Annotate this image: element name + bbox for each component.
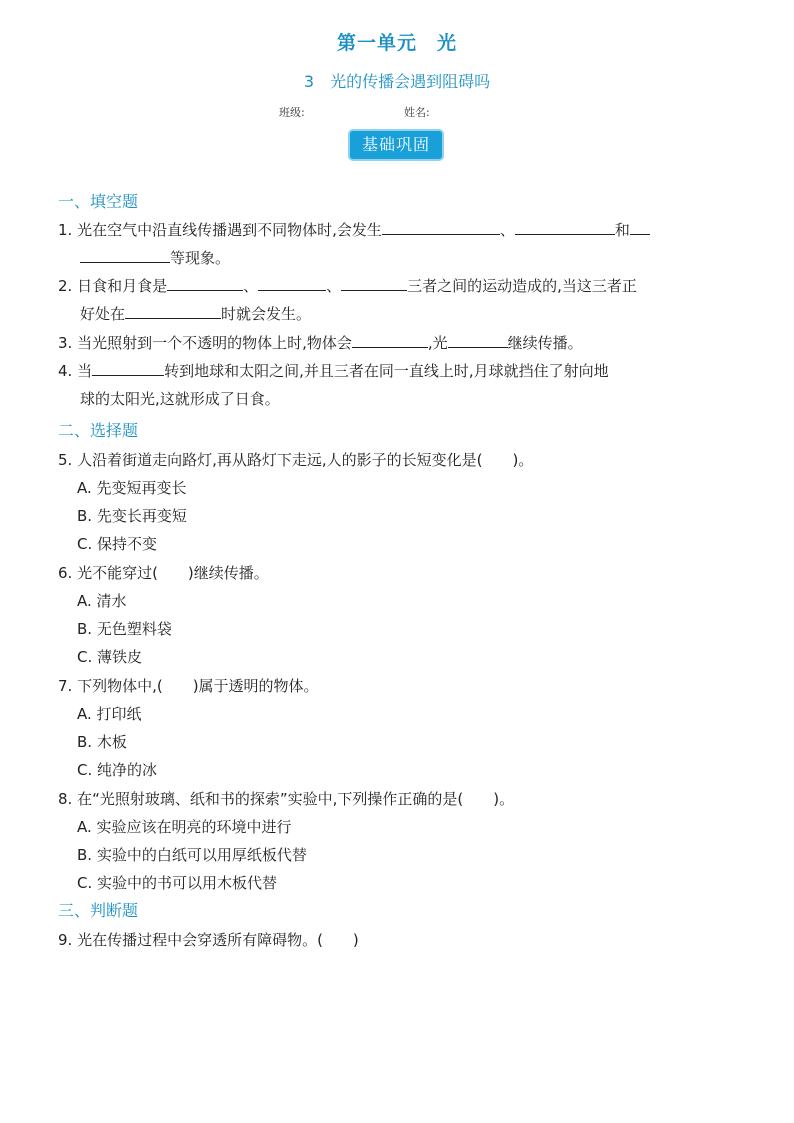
q2-blank-1[interactable]: [167, 275, 243, 291]
q2-text-b: 、: [243, 277, 259, 295]
q4-text-a: 4. 当: [58, 362, 93, 380]
q4-text-b: 转到地球和太阳之间,并且三者在同一直线上时,月球就挡住了射向地: [164, 362, 609, 380]
q6-option-c[interactable]: C. 薄铁皮: [77, 648, 143, 666]
q1-text-d: 等现象。: [170, 249, 231, 267]
q7-option-c[interactable]: C. 纯净的冰: [77, 761, 158, 779]
q2-text-d: 三者之间的运动造成的,当这三者正: [407, 277, 637, 295]
section-choice-title: 二、选择题: [58, 421, 139, 440]
q1-text-b: 、: [499, 221, 515, 239]
q3-text-a: 3. 当光照射到一个不透明的物体上时,物体会: [58, 334, 352, 352]
q2-text-a: 2. 日食和月食是: [58, 277, 168, 295]
q3-blank-1[interactable]: [352, 332, 428, 348]
q5-option-a[interactable]: A. 先变短再变长: [77, 479, 187, 497]
q1-blank-2[interactable]: [515, 219, 615, 235]
q8-option-b[interactable]: B. 实验中的白纸可以用厚纸板代替: [77, 846, 307, 864]
section-fill-title: 一、填空题: [58, 192, 139, 211]
question-5-stem: 5. 人沿着街道走向路灯,再从路灯下走远,人的影子的长短变化是( )。: [58, 451, 534, 469]
q6-option-b[interactable]: B. 无色塑料袋: [77, 620, 172, 638]
q3-text-c: 继续传播。: [507, 334, 583, 352]
question-4-line-1: [58, 360, 609, 381]
unit-title: 第一单元 光: [336, 32, 457, 54]
q7-option-b[interactable]: B. 木板: [77, 733, 127, 751]
q7-option-a[interactable]: A. 打印纸: [77, 705, 142, 723]
question-1-line-1: [58, 219, 650, 240]
section-judge-title: 三、判断题: [58, 901, 139, 920]
question-8-stem: 8. 在“光照射玻璃、纸和书的探索”实验中,下列操作正确的是( )。: [58, 790, 515, 808]
question-6-stem: 6. 光不能穿过( )继续传播。: [58, 564, 269, 582]
question-1-line-2: [80, 247, 230, 268]
class-label: 班级:: [279, 106, 305, 119]
name-label: 姓名:: [404, 106, 430, 119]
q4-blank-1[interactable]: [92, 360, 164, 376]
question-2-line-2: [80, 303, 311, 324]
q3-text-b: ,光: [427, 334, 448, 352]
q2-blank-4[interactable]: [125, 303, 221, 319]
q8-option-a[interactable]: A. 实验应该在明亮的环境中进行: [77, 818, 292, 836]
question-9-stem: 9. 光在传播过程中会穿透所有障碍物。( ): [58, 931, 359, 949]
question-2-line-1: [58, 275, 637, 296]
q2-text-f: 时就会发生。: [221, 305, 312, 323]
q1-blank-3a[interactable]: [630, 219, 650, 235]
lesson-title: 3 光的传播会遇到阻碍吗: [303, 72, 491, 91]
q5-option-b[interactable]: B. 先变长再变短: [77, 507, 187, 525]
q6-option-a[interactable]: A. 清水: [77, 592, 127, 610]
q3-blank-2[interactable]: [448, 332, 508, 348]
question-3: [58, 332, 583, 353]
q1-text-a: 1. 光在空气中沿直线传播遇到不同物体时,会发生: [58, 221, 382, 239]
q2-blank-3[interactable]: [341, 275, 407, 291]
q5-option-c[interactable]: C. 保持不变: [77, 535, 158, 553]
q2-text-c: 、: [326, 277, 342, 295]
q8-option-c[interactable]: C. 实验中的书可以用木板代替: [77, 874, 278, 892]
q2-text-e: 好处在: [80, 305, 126, 323]
q1-blank-3b[interactable]: [80, 247, 170, 263]
q1-blank-1[interactable]: [382, 219, 500, 235]
q2-blank-2[interactable]: [258, 275, 326, 291]
section-badge: 基础巩固: [350, 131, 442, 159]
question-4-line-2: 球的太阳光,这就形成了日食。: [80, 390, 280, 408]
q1-text-c: 和: [614, 221, 630, 239]
question-7-stem: 7. 下列物体中,( )属于透明的物体。: [58, 677, 319, 695]
